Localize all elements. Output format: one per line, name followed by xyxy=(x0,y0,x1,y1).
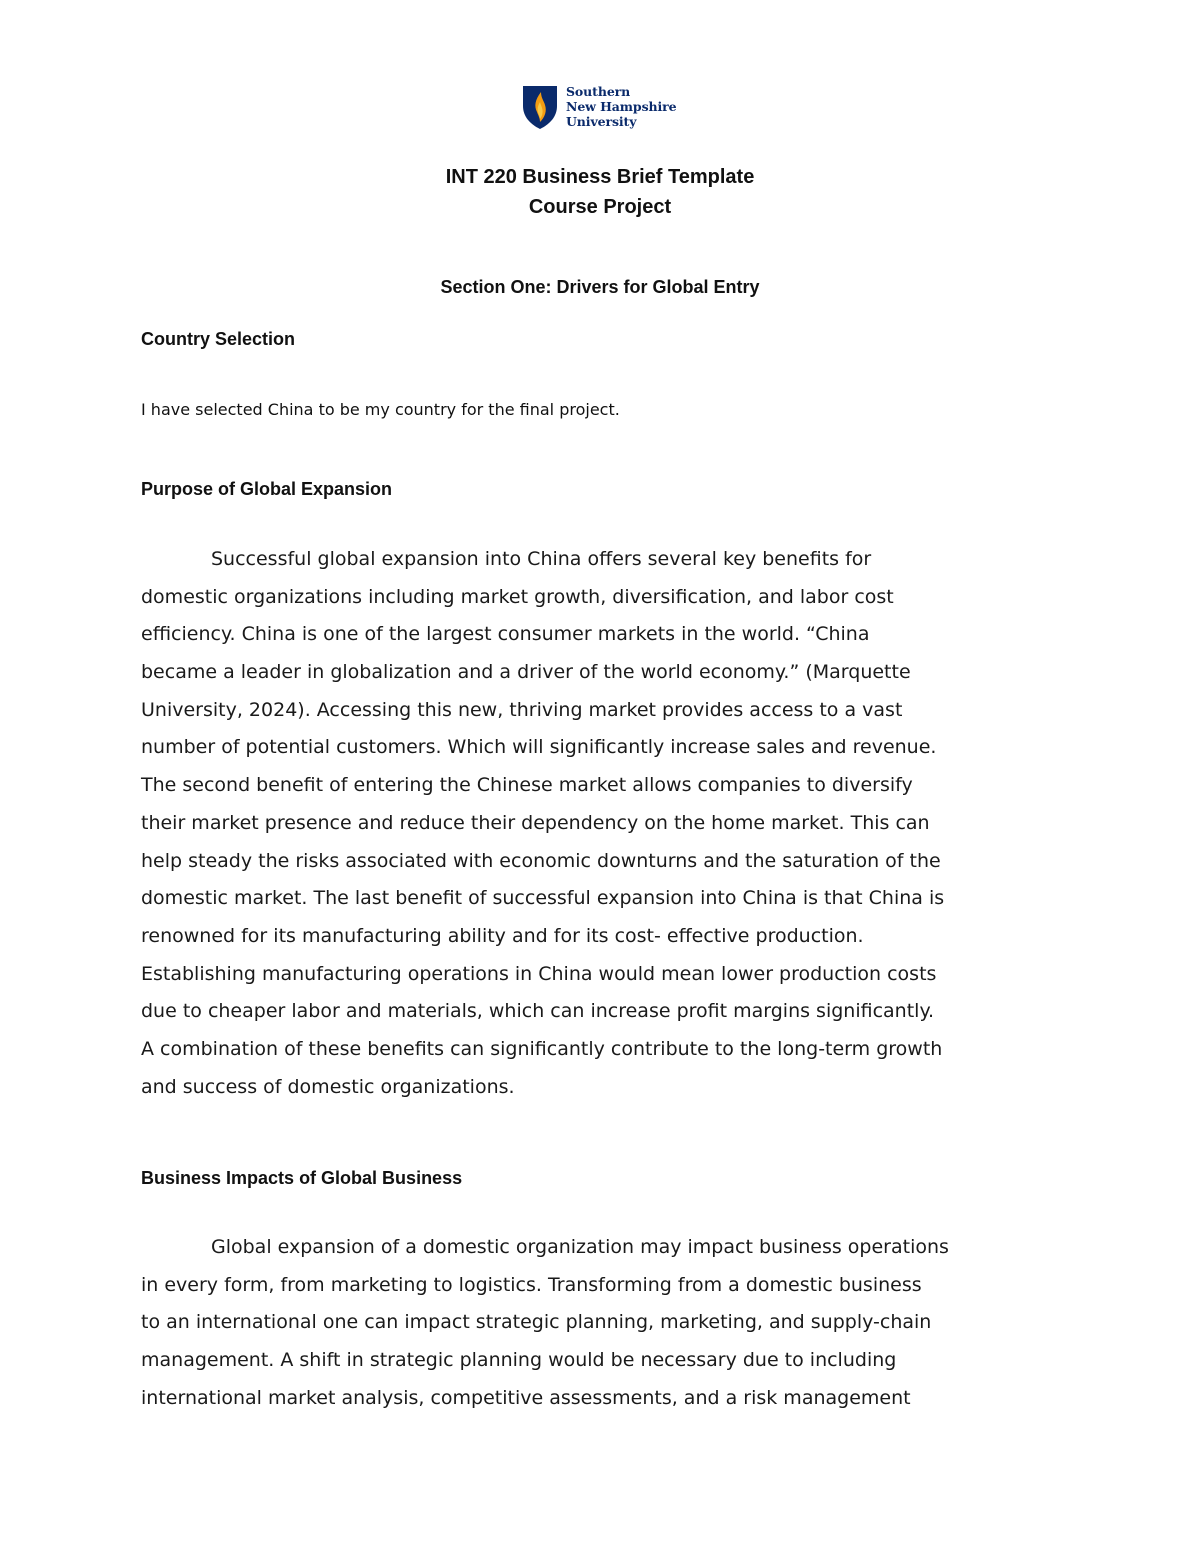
paragraph-line: renowned for its manufacturing ability and for its cost- effective production. xyxy=(141,924,864,947)
paragraph-line: University, 2024). Accessing this new, thriving market provides access to a vast xyxy=(141,698,903,721)
paragraph-line: number of potential customers. Which will significantly increase sales and revenue. xyxy=(141,736,937,759)
paragraph-line: their market presence and reduce their dependency on the home market. This can xyxy=(141,811,930,834)
purpose-paragraph xyxy=(141,541,1061,1106)
paragraph-line: and success of domestic organizations. xyxy=(141,1075,515,1098)
logo-line: New Hampshire xyxy=(566,99,677,114)
logo-wordmark xyxy=(566,84,676,129)
document-title: INT 220 Business Brief Template xyxy=(445,166,755,188)
logo-line: University xyxy=(566,114,637,129)
paragraph-line: became a leader in globalization and a driver of the world economy.” (Marquette xyxy=(141,661,911,684)
section-heading: Section One: Drivers for Global Entry xyxy=(440,277,760,297)
paragraph-line: Global expansion of a domestic organization may impact business operations xyxy=(211,1236,949,1258)
purpose-heading: Purpose of Global Expansion xyxy=(141,479,393,499)
paragraph-line: domestic organizations including market growth, diversification, and labor cost xyxy=(141,585,894,608)
logo-line: Southern xyxy=(566,84,631,99)
paragraph-line: Establishing manufacturing operations in China would mean lower production costs xyxy=(141,962,937,985)
paragraph-line: Successful global expansion into China offers several key benefits for xyxy=(211,548,872,570)
paragraph-line: international market analysis, competitive assessments, and a risk management xyxy=(141,1386,911,1409)
paragraph-line: help steady the risks associated with economic downturns and the saturation of the xyxy=(141,849,941,872)
country-selection-text: I have selected China to be my country for the final project. xyxy=(141,400,620,419)
shield-flame-icon xyxy=(521,84,559,130)
paragraph-line: efficiency. China is one of the largest consumer markets in the world. “China xyxy=(141,623,870,646)
country-selection-heading: Country Selection xyxy=(141,329,296,349)
document-subtitle: Course Project xyxy=(528,196,672,218)
impacts-heading: Business Impacts of Global Business xyxy=(141,1168,463,1188)
university-logo xyxy=(521,84,676,130)
impacts-paragraph xyxy=(141,1229,1061,1417)
paragraph-line: domestic market. The last benefit of successful expansion into China is that China is xyxy=(141,887,945,910)
paragraph-line: due to cheaper labor and materials, which can increase profit margins significantly. xyxy=(141,1000,935,1023)
paragraph-line: The second benefit of entering the Chinese market allows companies to diversify xyxy=(141,774,913,797)
paragraph-line: in every form, from marketing to logistics. Transforming from a domestic business xyxy=(141,1273,922,1296)
paragraph-line: to an international one can impact strategic planning, marketing, and supply-chain xyxy=(141,1311,932,1334)
paragraph-line: A combination of these benefits can significantly contribute to the long-term growth xyxy=(141,1037,943,1060)
paragraph-line: management. A shift in strategic planning would be necessary due to including xyxy=(141,1349,897,1372)
